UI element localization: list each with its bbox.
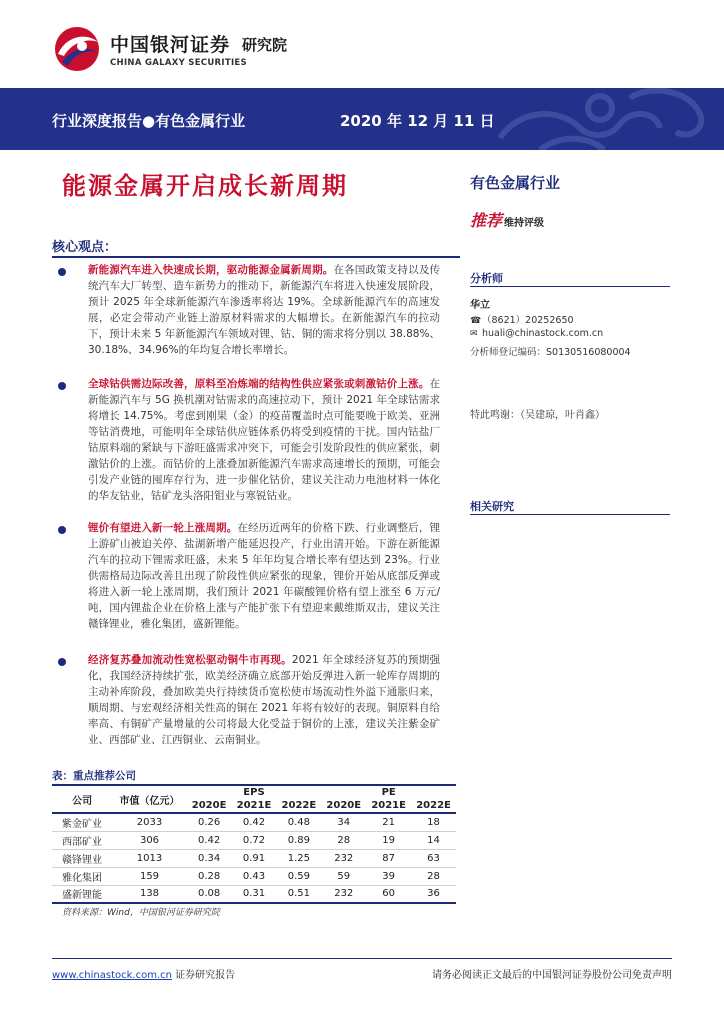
cell-value: 21 bbox=[366, 813, 411, 831]
page-title: 能源金属开启成长新周期 bbox=[62, 172, 348, 200]
related-research-heading: 相关研究 bbox=[470, 500, 514, 513]
cell-mktcap: 306 bbox=[112, 831, 186, 849]
phone-text: （8621）20252650 bbox=[482, 315, 574, 326]
col-year: 2020E bbox=[187, 799, 232, 813]
col-group-eps: EPS bbox=[187, 785, 322, 799]
cell-value: 63 bbox=[411, 849, 456, 867]
core-point-2-text: 在新能源汽车与 5G 换机潮对钴需求的高速拉动下，预计 2021 年全球钴需求将增长 14.75%。考虑到刚果（金）的疫苗覆盖时点可能要晚于欧美、亚洲等钴消费地，可能明年全球钴供应链体系仍将受到疫情的干扰。国内钴盐厂钴原料端的紧缺与下游旺盛需求冲突下，可能会引发阶段性的供应紧张，刺激钴价的上涨。而钴价的上涨叠加新能源汽车需求高速增长的预期，可能会引发产业链的囤库存行为，进一步催化钴价，建议关注动力电池材料一体化的华友钴业，钴矿龙头洛阳钼业与寒锐钴业。 bbox=[88, 378, 440, 502]
analyst-divider bbox=[470, 286, 670, 287]
col-mktcap: 市值（亿元） bbox=[112, 785, 186, 813]
table-row bbox=[52, 849, 456, 867]
cloud-swirl-icon bbox=[480, 88, 724, 150]
cell-value: 0.48 bbox=[276, 813, 321, 831]
core-point-2-lead: 全球钴供需边际改善，原料至冶炼端的结构性供应紧张或刺激钴价上涨。 bbox=[88, 378, 430, 390]
cell-company: 紫金矿业 bbox=[52, 813, 112, 831]
cell-value: 34 bbox=[321, 813, 366, 831]
core-point-3-lead: 锂价有望进入新一轮上涨周期。 bbox=[88, 522, 238, 534]
cell-value: 0.42 bbox=[187, 831, 232, 849]
core-point-1-lead: 新能源汽车进入快速成长期，驱动能源金属新周期。 bbox=[88, 264, 334, 276]
col-year: 2020E bbox=[321, 799, 366, 813]
cell-value: 0.91 bbox=[232, 849, 277, 867]
core-views-heading: 核心观点： bbox=[52, 240, 118, 255]
footer-left-text: 证券研究报告 bbox=[171, 970, 236, 981]
bullet-icon bbox=[58, 268, 66, 276]
core-point-1-text: 在各国政策支持以及传统汽车大厂转型、造车新势力的推动下，新能源汽车将进入快速发展阶段，预计 2025 年全球新能源汽车渗透率将达 19%。全球新能源汽车的高速发展，必定会带动产业链上游原材料需求的大幅增长。在新能源汽车的拉动下，预计未来 5 年新能源汽车领域对锂、钴、铜的需求将分别以 38.88%、30.18%、34.96%的年均复合增长率增长。 bbox=[88, 264, 440, 356]
cell-value: 0.31 bbox=[232, 885, 277, 903]
cell-value: 0.51 bbox=[276, 885, 321, 903]
cell-company: 盛新锂能 bbox=[52, 885, 112, 903]
cell-value: 0.28 bbox=[187, 867, 232, 885]
bullet-icon bbox=[58, 658, 66, 666]
cell-value: 0.59 bbox=[276, 867, 321, 885]
table-row bbox=[52, 813, 456, 831]
table-row bbox=[52, 831, 456, 849]
logo-cn-text: 中国银河证券 bbox=[110, 34, 231, 56]
logo-en-text: CHINA GALAXY SECURITIES bbox=[110, 58, 247, 68]
phone-icon: ☎ bbox=[470, 316, 482, 326]
footer-divider bbox=[52, 958, 672, 959]
core-point-4-text: 2021 年全球经济复苏的预期强化，我国经济持续扩张，欧美经济确立底部开始反弹进入新一轮库存周期的主动补库阶段，叠加欧美央行持续货币宽松使市场流动性外溢下通胀归来，顺周期、与宏观经济相关性高的铜在 2021 年将有较好的表现。铜原料自给率高、有铜矿产量增量的公司将最大化受益于铜价的上涨，建议关注紫金矿业、西部矿业、江西铜业、云南铜业。 bbox=[88, 654, 441, 746]
analyst-heading: 分析师 bbox=[470, 272, 503, 285]
cell-value: 59 bbox=[321, 867, 366, 885]
col-year: 2022E bbox=[411, 799, 456, 813]
rating bbox=[470, 208, 544, 231]
cell-value: 232 bbox=[321, 849, 366, 867]
cell-company: 雅化集团 bbox=[52, 867, 112, 885]
company-logo bbox=[52, 20, 312, 76]
cell-value: 39 bbox=[366, 867, 411, 885]
cell-value: 0.72 bbox=[232, 831, 277, 849]
cell-value: 0.89 bbox=[276, 831, 321, 849]
report-type: 行业深度报告●有色金属行业 bbox=[52, 112, 246, 130]
galaxy-logo-icon bbox=[52, 24, 102, 74]
cell-value: 1.25 bbox=[276, 849, 321, 867]
cell-value: 0.42 bbox=[232, 813, 277, 831]
cell-value: 232 bbox=[321, 885, 366, 903]
email-text[interactable]: huali@chinastock.com.cn bbox=[482, 328, 604, 339]
col-year: 2021E bbox=[366, 799, 411, 813]
table-row bbox=[52, 867, 456, 885]
cell-value: 18 bbox=[411, 813, 456, 831]
table-header-row bbox=[52, 785, 456, 799]
cell-value: 60 bbox=[366, 885, 411, 903]
col-company: 公司 bbox=[52, 785, 112, 813]
bullet-icon bbox=[58, 526, 66, 534]
core-point-3 bbox=[88, 520, 440, 632]
related-divider bbox=[470, 514, 670, 515]
analyst-email[interactable] bbox=[470, 328, 603, 339]
core-point-3-text: 在经历近两年的价格下跌、行业调整后，锂上游矿山被迫关停、盐湖新增产能延迟投产，行业出清开始。下游在新能源汽车的拉动下锂需求旺盛，未来 5 年年均复合增长率有望达到 23%。行业供需格局边际改善且出现了阶段性供应紧张的现象，锂价开始从底部反弹或将进入新一轮上涨周期，我们预计 2021 年碳酸锂价格有望上涨至 6 万元/吨，国内锂盐企业在价格上涨与产能扩张下有望迎来戴维斯双击，建议关注赣锋锂业，雅化集团，盛新锂能。 bbox=[88, 522, 440, 630]
sidebar-industry: 有色金属行业 bbox=[470, 174, 561, 192]
cell-company: 赣锋锂业 bbox=[52, 849, 112, 867]
recommendation-table bbox=[52, 784, 456, 904]
analyst-phone bbox=[470, 312, 574, 326]
cell-value: 0.43 bbox=[232, 867, 277, 885]
acknowledgement: 特此鸣谢：（吴建琼，叶肖鑫） bbox=[470, 410, 605, 421]
core-point-2 bbox=[88, 376, 440, 504]
cell-value: 36 bbox=[411, 885, 456, 903]
rating-note: 维持评级 bbox=[504, 218, 545, 229]
bullet-icon bbox=[58, 382, 66, 390]
col-year: 2022E bbox=[276, 799, 321, 813]
table-heading: 表：重点推荐公司 bbox=[52, 770, 136, 782]
cell-value: 14 bbox=[411, 831, 456, 849]
cell-value: 28 bbox=[321, 831, 366, 849]
footer-left bbox=[52, 966, 235, 981]
email-icon: ✉ bbox=[470, 329, 478, 339]
rating-value: 推荐 bbox=[470, 211, 503, 230]
footer-disclaimer: 请务必阅读正文最后的中国银河证券股份公司免责声明 bbox=[432, 970, 672, 981]
cell-value: 0.26 bbox=[187, 813, 232, 831]
table-source: 资料来源：Wind，中国银河证券研究院 bbox=[62, 908, 220, 918]
table-row bbox=[52, 885, 456, 903]
logo-research-text: 研究院 bbox=[242, 36, 288, 54]
cell-value: 28 bbox=[411, 867, 456, 885]
cell-mktcap: 159 bbox=[112, 867, 186, 885]
cell-company: 西部矿业 bbox=[52, 831, 112, 849]
cell-value: 0.34 bbox=[187, 849, 232, 867]
cell-value: 19 bbox=[366, 831, 411, 849]
col-group-pe: PE bbox=[321, 785, 456, 799]
col-year: 2021E bbox=[232, 799, 277, 813]
analyst-cert: 分析师登记编码：S0130516080004 bbox=[470, 347, 631, 358]
core-point-4 bbox=[88, 652, 440, 748]
core-divider bbox=[52, 256, 460, 258]
core-point-1 bbox=[88, 262, 440, 358]
analyst-name: 华立 bbox=[470, 300, 490, 311]
footer-url-link[interactable]: www.chinastock.com.cn bbox=[52, 970, 172, 981]
cell-value: 87 bbox=[366, 849, 411, 867]
report-date: 2020 年 12 月 11 日 bbox=[340, 112, 495, 130]
header-banner bbox=[0, 88, 724, 150]
core-point-4-lead: 经济复苏叠加流动性宽松驱动铜牛市再现。 bbox=[88, 654, 292, 666]
cell-mktcap: 1013 bbox=[112, 849, 186, 867]
cell-value: 0.08 bbox=[187, 885, 232, 903]
cell-mktcap: 2033 bbox=[112, 813, 186, 831]
cell-mktcap: 138 bbox=[112, 885, 186, 903]
